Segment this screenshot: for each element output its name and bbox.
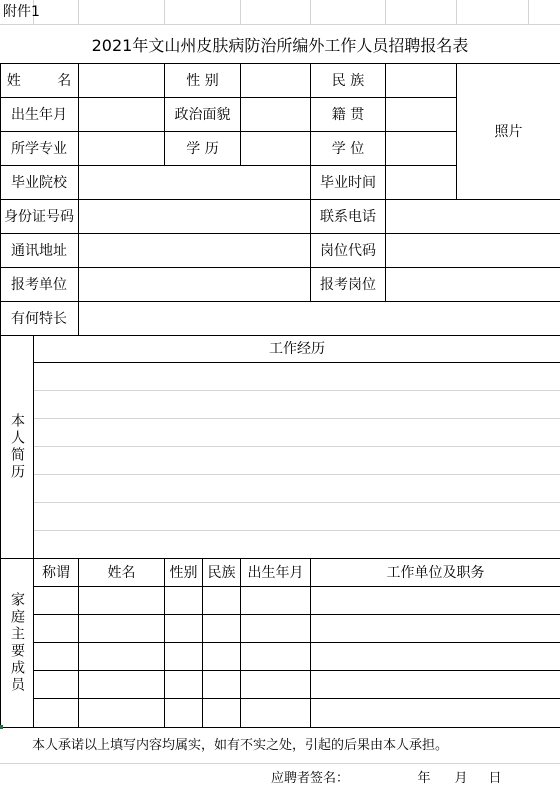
political-input-cell[interactable]: [241, 98, 310, 131]
family-row[interactable]: [34, 699, 560, 727]
gridline: [456, 0, 457, 24]
pledge-text: 本人承诺以上填写内容均属实，如有不实之处，引起的后果由本人承担。: [32, 737, 449, 753]
family-col-birth: 出生年月: [247, 564, 304, 581]
resume-input-area[interactable]: [34, 363, 560, 558]
family-col-relation: 称谓: [42, 564, 70, 581]
date-month-label: 月: [454, 770, 468, 786]
signature-input[interactable]: [352, 766, 414, 790]
family-row[interactable]: [34, 615, 560, 642]
photo-cell[interactable]: [457, 64, 560, 199]
family-row[interactable]: [34, 643, 560, 670]
family-col-ethnicity: 民族: [207, 564, 236, 581]
name-input-cell[interactable]: [79, 64, 164, 97]
gridline: [0, 24, 560, 25]
date-year-label: 年: [417, 770, 431, 786]
family-col-gender: 性别: [169, 564, 198, 581]
field-label-grad-time: 毕业时间: [320, 174, 376, 191]
field-label-ethnicity: 民 族: [331, 72, 365, 89]
degree-input-cell[interactable]: [386, 132, 456, 165]
field-label-school: 毕业院校: [11, 174, 67, 191]
gridline: [310, 0, 311, 24]
family-row[interactable]: [34, 671, 560, 698]
date-day-label: 日: [488, 770, 502, 786]
specialty-input-cell[interactable]: [79, 302, 560, 335]
table-border: [0, 727, 560, 728]
family-col-work: 工作单位及职务: [386, 564, 485, 581]
family-section-label: 家庭主要成员: [9, 592, 25, 694]
phone-input-cell[interactable]: [386, 200, 560, 233]
family-col-name: 姓名: [107, 564, 136, 581]
unit-input-cell[interactable]: [79, 268, 310, 301]
field-label-unit: 报考单位: [11, 276, 67, 293]
field-label-political: 政治面貌: [174, 106, 231, 123]
field-label-position: 报考岗位: [320, 276, 376, 293]
field-label-native: 籍 贯: [331, 106, 365, 123]
field-label-gender: 性 别: [186, 72, 219, 89]
gender-input-cell[interactable]: [241, 64, 310, 97]
field-label-specialty: 有何特长: [11, 310, 67, 327]
education-input-cell[interactable]: [241, 132, 310, 165]
field-label-address: 通讯地址: [11, 242, 67, 259]
signature-label: 应聘者签名：: [271, 770, 350, 786]
major-input-cell[interactable]: [79, 132, 164, 165]
ethnicity-input-cell[interactable]: [386, 64, 456, 97]
resume-header: 工作经历: [269, 341, 325, 357]
field-label-major: 所学专业: [11, 140, 67, 157]
field-label-phone: 联系电话: [320, 208, 376, 225]
gridline: [385, 0, 386, 24]
gridline: [78, 0, 79, 24]
page-title: 2021年文山州皮肤病防治所编外工作人员招聘报名表: [91, 35, 469, 55]
birth-input-cell[interactable]: [79, 98, 164, 131]
field-label-education: 学 历: [186, 140, 219, 157]
photo-label: 照片: [494, 123, 523, 140]
native-input-cell[interactable]: [386, 98, 456, 131]
field-label-id-number: 身份证号码: [4, 208, 74, 225]
grad-time-input-cell[interactable]: [386, 166, 456, 199]
field-label-birth: 出生年月: [11, 106, 67, 123]
address-input-cell[interactable]: [79, 234, 310, 267]
position-input-cell[interactable]: [386, 268, 560, 301]
family-row[interactable]: [34, 587, 560, 614]
school-input-cell[interactable]: [79, 166, 310, 199]
attachment-label: 附件1: [3, 4, 40, 20]
resume-section-label: 本人简历: [9, 413, 25, 481]
field-label-name: 姓 名: [6, 72, 88, 89]
field-label-position-code: 岗位代码: [320, 242, 376, 259]
field-label-degree: 学 位: [331, 140, 365, 157]
position-code-input-cell[interactable]: [386, 234, 560, 267]
gridline: [528, 0, 529, 24]
id-number-input-cell[interactable]: [79, 200, 310, 233]
gridline: [164, 0, 165, 24]
gridline: [240, 0, 241, 24]
cell-selection-marker: [0, 725, 3, 729]
gridline: [0, 763, 560, 764]
